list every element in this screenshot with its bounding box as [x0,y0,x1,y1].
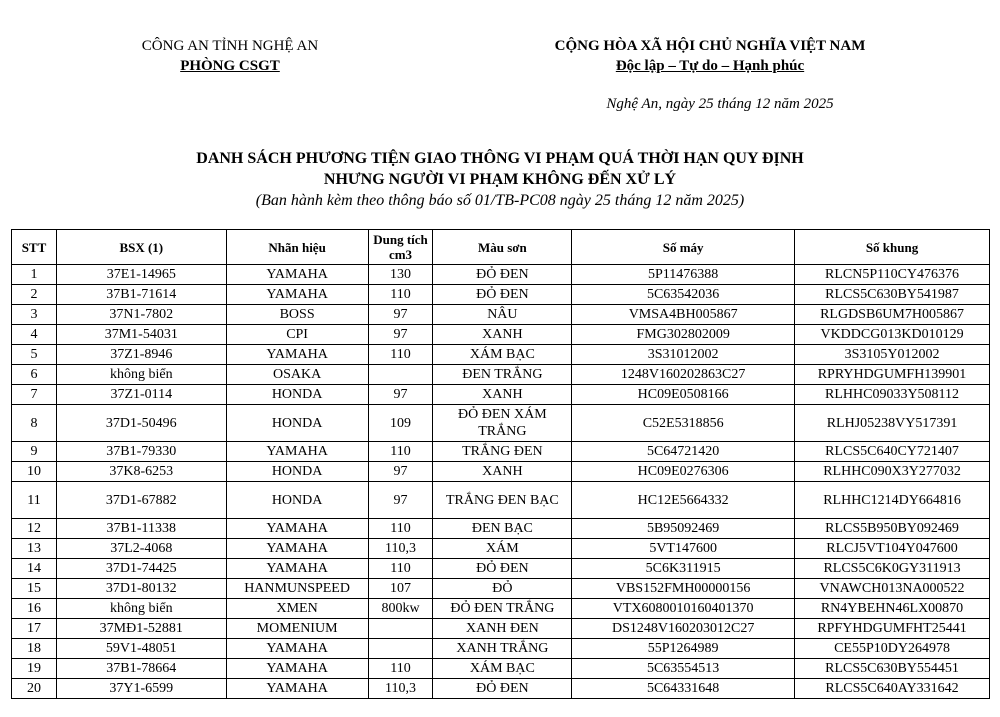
cell-brand: YAMAHA [226,442,368,462]
cell-engine-number: 5VT147600 [572,539,795,559]
cell-brand: YAMAHA [226,539,368,559]
cell-engine-number: 1248V160202863C27 [572,365,795,385]
cell-frame-number: RLHHC09033Y508112 [795,385,990,405]
cell-stt: 5 [12,345,57,365]
table-header-row [12,230,990,265]
cell-paint-color: XÁM [433,539,572,559]
cell-engine-number: HC09E0508166 [572,385,795,405]
cell-capacity: 800kw [368,599,433,619]
table-row [12,519,990,539]
cell-bsx: 37L2-4068 [56,539,226,559]
table-row [12,559,990,579]
cell-capacity: 109 [368,405,433,442]
cell-brand: YAMAHA [226,519,368,539]
cell-capacity: 97 [368,385,433,405]
cell-frame-number: RLHHC1214DY664816 [795,482,990,519]
cell-engine-number: FMG302802009 [572,325,795,345]
cell-brand: HONDA [226,482,368,519]
cell-frame-number: RLCS5C6K0GY311913 [795,559,990,579]
cell-frame-number: RLGDSB6UM7H005867 [795,305,990,325]
table-row [12,345,990,365]
table-row [12,679,990,699]
cell-frame-number: VKDDCG013KD010129 [795,325,990,345]
violation-table [11,229,990,699]
cell-bsx: 37Y1-6599 [56,679,226,699]
cell-bsx: không biển [56,365,226,385]
nation-name: CỘNG HÒA XÃ HỘI CHỦ NGHĨA VIỆT NAM [554,38,866,54]
title-line-1: DANH SÁCH PHƯƠNG TIỆN GIAO THÔNG VI PHẠM QUÁ THỜI HẠN QUY ĐỊNH [196,150,804,167]
cell-paint-color: ĐEN BẠC [433,519,572,539]
cell-paint-color: XÁM BẠC [433,345,572,365]
cell-stt: 4 [12,325,57,345]
cell-capacity: 110 [368,442,433,462]
cell-paint-color: ĐỎ ĐEN [433,265,572,285]
cell-capacity: 110 [368,285,433,305]
cell-engine-number: HC12E5664332 [572,482,795,519]
cell-bsx: 37B1-71614 [56,285,226,305]
cell-capacity [368,639,433,659]
cell-paint-color: XANH [433,462,572,482]
table-row [12,659,990,679]
table-row [12,325,990,345]
cell-frame-number: RLHHC090X3Y277032 [795,462,990,482]
cell-engine-number: HC09E0276306 [572,462,795,482]
cell-capacity: 110,3 [368,679,433,699]
column-header-stt: STT [12,230,57,265]
cell-engine-number: VTX6080010160401370 [572,599,795,619]
agency-header [100,36,360,76]
cell-paint-color: TRẮNG ĐEN [433,442,572,462]
cell-brand: HONDA [226,405,368,442]
cell-bsx: 37B1-79330 [56,442,226,462]
table-row [12,365,990,385]
cell-paint-color: XANH [433,385,572,405]
cell-bsx: 59V1-48051 [56,639,226,659]
cell-capacity: 110 [368,345,433,365]
department-name: PHÒNG CSGT [180,58,280,74]
cell-paint-color: NÂU [433,305,572,325]
cell-bsx: 37B1-78664 [56,659,226,679]
cell-brand: YAMAHA [226,345,368,365]
cell-brand: YAMAHA [226,285,368,305]
cell-engine-number: 5P11476388 [572,265,795,285]
cell-bsx: 37D1-67882 [56,482,226,519]
cell-bsx: 37E1-14965 [56,265,226,285]
cell-frame-number: 3S3105Y012002 [795,345,990,365]
cell-stt: 17 [12,619,57,639]
cell-brand: YAMAHA [226,639,368,659]
cell-engine-number: 5C63542036 [572,285,795,305]
cell-brand: HONDA [226,462,368,482]
cell-stt: 7 [12,385,57,405]
column-header-paint-color: Màu sơn [433,230,572,265]
cell-engine-number: 5C6K311915 [572,559,795,579]
cell-paint-color: ĐEN TRẮNG [433,365,572,385]
table-row [12,579,990,599]
cell-capacity: 130 [368,265,433,285]
cell-paint-color: ĐỎ [433,579,572,599]
cell-frame-number: RLCS5C630BY541987 [795,285,990,305]
agency-name: CÔNG AN TỈNH NGHỆ AN [141,38,319,54]
cell-stt: 19 [12,659,57,679]
cell-stt: 6 [12,365,57,385]
table-row [12,539,990,559]
cell-capacity [368,365,433,385]
cell-stt: 12 [12,519,57,539]
cell-engine-number: 5C63554513 [572,659,795,679]
table-row [12,405,990,442]
cell-capacity: 110 [368,519,433,539]
cell-stt: 3 [12,305,57,325]
cell-brand: YAMAHA [226,265,368,285]
cell-brand: YAMAHA [226,679,368,699]
cell-engine-number: 3S31012002 [572,345,795,365]
cell-paint-color: XANH ĐEN [433,619,572,639]
title-line-2: NHƯNG NGƯỜI VI PHẠM KHÔNG ĐẾN XỬ LÝ [323,171,677,188]
cell-brand: YAMAHA [226,559,368,579]
table-row [12,482,990,519]
column-header-engine-number: Số máy [572,230,795,265]
cell-engine-number: VBS152FMH00000156 [572,579,795,599]
cell-paint-color: ĐỎ ĐEN [433,679,572,699]
cell-bsx: 37Z1-8946 [56,345,226,365]
cell-bsx: 37D1-50496 [56,405,226,442]
cell-engine-number: C52E5318856 [572,405,795,442]
cell-paint-color: TRẮNG ĐEN BẠC [433,482,572,519]
cell-paint-color: ĐỎ ĐEN [433,559,572,579]
cell-capacity: 97 [368,305,433,325]
cell-capacity: 97 [368,325,433,345]
cell-bsx: 37N1-7802 [56,305,226,325]
cell-frame-number: RLCS5C640AY331642 [795,679,990,699]
cell-engine-number: 55P1264989 [572,639,795,659]
cell-bsx: 37D1-80132 [56,579,226,599]
cell-frame-number: RN4YBEHN46LX00870 [795,599,990,619]
cell-stt: 10 [12,462,57,482]
table-row [12,265,990,285]
cell-capacity: 110 [368,559,433,579]
cell-capacity: 110,3 [368,539,433,559]
table-row [12,599,990,619]
cell-paint-color: ĐỎ ĐEN TRẮNG [433,599,572,619]
cell-bsx: 37K8-6253 [56,462,226,482]
cell-capacity: 107 [368,579,433,599]
nation-header [500,36,920,76]
cell-paint-color: XÁM BẠC [433,659,572,679]
nation-motto: Độc lập – Tự do – Hạnh phúc [615,58,805,74]
document-date: Nghệ An, ngày 25 tháng 12 năm 2025 [606,96,834,112]
cell-frame-number: RLHJ05238VY517391 [795,405,990,442]
column-header-frame-number: Số khung [795,230,990,265]
cell-engine-number: VMSA4BH005867 [572,305,795,325]
cell-bsx: 37D1-74425 [56,559,226,579]
table-row [12,462,990,482]
cell-frame-number: RLCS5C630BY554451 [795,659,990,679]
cell-engine-number: 5C64331648 [572,679,795,699]
cell-paint-color: ĐỎ ĐEN [433,285,572,305]
cell-stt: 9 [12,442,57,462]
cell-frame-number: RLCS5B950BY092469 [795,519,990,539]
document-title [0,148,1000,211]
cell-brand: XMEN [226,599,368,619]
title-subtitle: (Ban hành kèm theo thông báo số 01/TB-PC08 ngày 25 tháng 12 năm 2025) [255,192,745,209]
cell-brand: YAMAHA [226,659,368,679]
cell-brand: HANMUNSPEED [226,579,368,599]
cell-bsx: 37B1-11338 [56,519,226,539]
cell-stt: 1 [12,265,57,285]
cell-capacity: 97 [368,462,433,482]
cell-stt: 16 [12,599,57,619]
cell-brand: HONDA [226,385,368,405]
cell-capacity: 97 [368,482,433,519]
cell-paint-color: XANH TRẮNG [433,639,572,659]
cell-stt: 20 [12,679,57,699]
column-header-bsx: BSX (1) [56,230,226,265]
cell-frame-number: RLCJ5VT104Y047600 [795,539,990,559]
cell-stt: 14 [12,559,57,579]
cell-frame-number: RPFYHDGUMFHT25441 [795,619,990,639]
cell-stt: 2 [12,285,57,305]
cell-brand: MOMENIUM [226,619,368,639]
cell-stt: 11 [12,482,57,519]
cell-stt: 15 [12,579,57,599]
cell-bsx: 37MĐ1-52881 [56,619,226,639]
cell-stt: 13 [12,539,57,559]
table-row [12,385,990,405]
table-row [12,619,990,639]
cell-stt: 8 [12,405,57,442]
cell-brand: CPI [226,325,368,345]
table-row [12,285,990,305]
cell-capacity [368,619,433,639]
cell-bsx: 37Z1-0114 [56,385,226,405]
cell-brand: OSAKA [226,365,368,385]
cell-brand: BOSS [226,305,368,325]
cell-capacity: 110 [368,659,433,679]
cell-bsx: 37M1-54031 [56,325,226,345]
cell-frame-number: RLCN5P110CY476376 [795,265,990,285]
table-row [12,639,990,659]
cell-frame-number: VNAWCH013NA000522 [795,579,990,599]
cell-engine-number: 5C64721420 [572,442,795,462]
cell-bsx: không biển [56,599,226,619]
cell-engine-number: 5B95092469 [572,519,795,539]
cell-stt: 18 [12,639,57,659]
column-header-brand: Nhãn hiệu [226,230,368,265]
table-body [12,265,990,699]
cell-engine-number: DS1248V160203012C27 [572,619,795,639]
cell-frame-number: RLCS5C640CY721407 [795,442,990,462]
cell-paint-color: ĐỎ ĐEN XÁM TRẮNG [433,405,572,442]
column-header-capacity: Dung tích cm3 [368,230,433,265]
cell-frame-number: CE55P10DY264978 [795,639,990,659]
table-row [12,305,990,325]
table-row [12,442,990,462]
cell-paint-color: XANH [433,325,572,345]
cell-frame-number: RPRYHDGUMFH139901 [795,365,990,385]
